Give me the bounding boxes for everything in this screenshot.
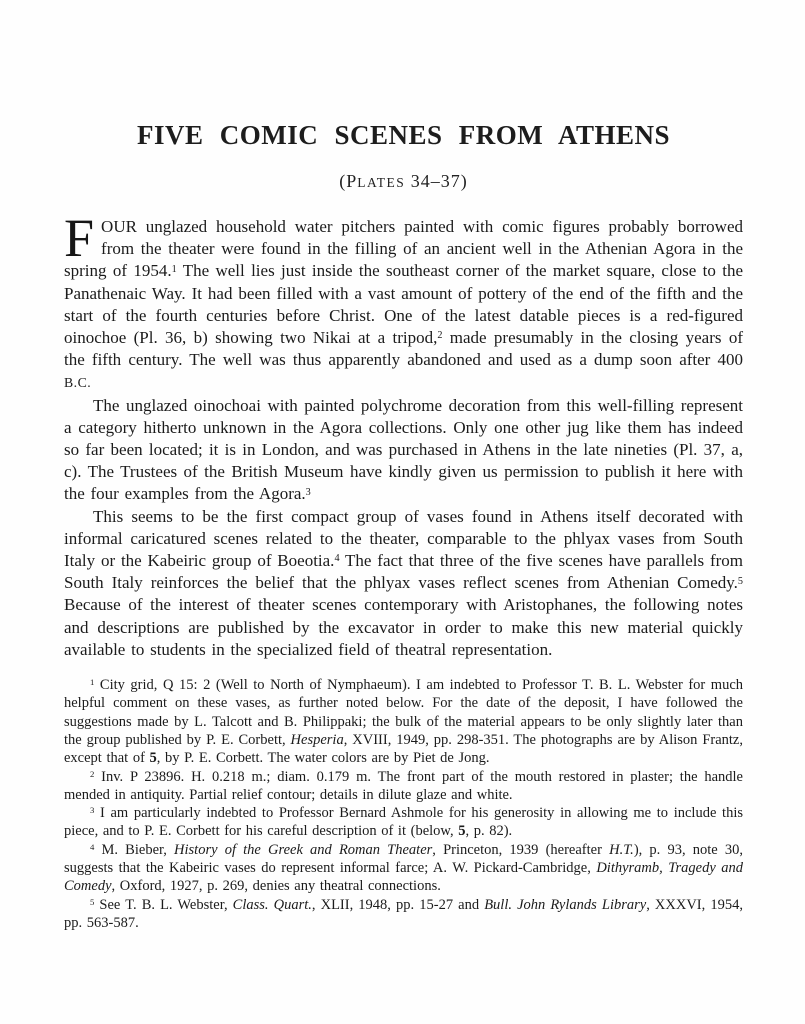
article-body — [64, 208, 743, 661]
plates-subtitle-suffix: 34–37) — [405, 171, 468, 191]
footnotes-section — [64, 676, 743, 932]
plates-subtitle-smallcaps: LATES — [357, 175, 406, 190]
paragraph-2: The unglazed oinochoai with painted polychrome decoration from this well-filling represent a category hitherto unknown in the Agora collections. Only one other jug like them has indeed so far been located; it is in London, and was purchased in Athens in the late nineties (Pl. 37, a, c). The Trustees of the British Museum have kindly given us permission to publish it here with the four examples from the Agora.$^3$ — [64, 395, 743, 504]
footnote-5: $^5$ See T. B. L. Webster, Class. Quart., XLII, 1948, pp. 15-27 and Bull. John Rylands Library, XXXVI, 1954, pp. 563-587. — [64, 896, 743, 931]
footnote-2: $^2$ Inv. P 23896. H. 0.218 m.; diam. 0.179 m. The front part of the mouth restored in plaster; the handle mended in antiquity. Partial relief contour; details in dilute glaze and white. — [64, 768, 743, 803]
paragraph-1 — [64, 208, 743, 395]
plates-subtitle-prefix: (P — [339, 171, 358, 191]
article-title: FIVE COMIC SCENES FROM ATHENS — [136, 120, 671, 150]
plates-subtitle — [64, 170, 743, 194]
drop-cap: F — [64, 208, 95, 268]
footnote-1: $^1$ City grid, Q 15: 2 (Well to North of Nymphaeum). I am indebted to Professor T. B. L. Webster for much helpful comment on these vases, as further noted below. For the date of the deposit, I have followed the suggestions made by L. Talcott and B. Philippaki; the bulk of the material appears to be only slightly later than the group published by P. E. Corbett, Hesperia, XVIII, 1949, pp. 298-351. The photographs are by Alison Frantz, except that of 5, by P. E. Corbett. The water colors are by Piet de Jong. — [64, 677, 743, 767]
paragraph-3: This seems to be the first compact group of vases found in Athens itself decorated with informal caricatured scenes related to the theater, comparable to the phlyax vases from South Italy or the Kabeiric group of Boeotia.$^4$ The fact that three of the five scenes have parallels from South Italy reinforces the belief that the phlyax vases reflect scenes from Athenian Comedy.$^5$ Because of the interest of theater scenes contemporary with Aristophanes, the following notes and descriptions are published by the excavator in order to make this new material quickly available to students in the specialized field of theatral representation. — [64, 506, 743, 659]
paragraph-1-text: OUR unglazed household water pitchers painted with comic figures probably borrowed from the theater were found in the filling of an ancient well in the Athenian Agora in the spring of 1954.$^1$ The well lies just inside the southeast corner of the market square, close to the Panathenaic Way. It had been filled with a vast amount of pottery of the end of the fifth and the start of the fourth centuries before Christ. One of the latest datable pieces is a red-figured oinochoe (Pl. 36, b) showing two Nikai at a tripod,$^2$ made presumably in the closing years of the fifth century. The well was thus apparently abandoned and used as a dump soon after 400 B.C. — [64, 217, 743, 391]
footnote-4: $^4$ M. Bieber, History of the Greek and Roman Theater, Princeton, 1939 (hereafter H.T.), p. 93, note 30, suggests that the Kabeiric vases do represent informal farce; A. W. Pickard-Cambridge, Dithyramb, Tragedy and Comedy, Oxford, 1927, p. 269, denies any theatral connections. — [64, 841, 744, 895]
footnote-3: $^3$ I am particularly indebted to Professor Bernard Ashmole for his generosity in allowing me to include this piece, and to P. E. Corbett for his careful description of it (below, 5, p. 82). — [64, 805, 743, 840]
